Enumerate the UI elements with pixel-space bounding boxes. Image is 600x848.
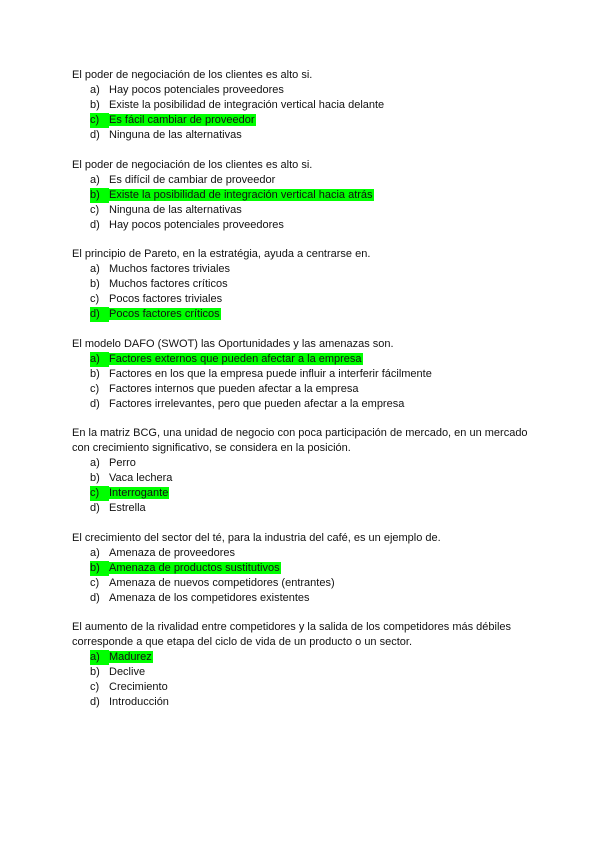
answer-option — [72, 277, 532, 292]
quiz-question-6 — [72, 531, 532, 606]
quiz-question-4 — [72, 337, 532, 412]
quiz-question-7 — [72, 620, 532, 710]
option-letter: a) — [90, 650, 109, 665]
answer-option-correct — [72, 486, 532, 501]
option-letter: b) — [90, 367, 100, 380]
answer-option-correct — [72, 352, 532, 367]
answer-option — [72, 695, 532, 710]
answer-option — [72, 397, 532, 412]
option-text: Muchos factores críticos — [109, 278, 228, 290]
option-text: Es fácil cambiar de proveedor — [109, 114, 255, 126]
option-letter: b) — [90, 278, 100, 290]
answer-option — [72, 591, 532, 606]
question-text: El modelo DAFO (SWOT) las Oportunidades y las amenazas son. — [72, 337, 394, 350]
option-text: Interrogante — [109, 487, 169, 499]
answer-option — [72, 292, 532, 307]
answer-option — [72, 382, 532, 397]
option-text: Declive — [109, 666, 146, 678]
option-letter: d) — [90, 129, 100, 141]
option-text: Amenaza de proveedores — [109, 546, 235, 559]
answer-option-correct — [72, 113, 532, 128]
option-text: Madurez — [109, 651, 152, 663]
option-text: Existe la posibilidad de integración vertical hacia atrás — [109, 188, 373, 201]
answer-options — [72, 546, 532, 606]
option-letter: b) — [90, 666, 100, 678]
option-letter: b) — [90, 188, 109, 203]
option-text: Introducción — [109, 696, 169, 708]
option-letter: a) — [90, 173, 100, 186]
question-text: En la matriz BCG, una unidad de negocio con poca participación de mercado, en un mercado con crecimiento significativo, se considera en la posición. — [72, 427, 528, 454]
question-text: El poder de negociación de los clientes es alto si. — [72, 69, 313, 81]
option-letter: d) — [90, 397, 100, 410]
option-text: Amenaza de productos sustitutivos — [109, 561, 280, 574]
option-text: Crecimiento — [109, 681, 168, 693]
answer-option-correct — [72, 307, 532, 322]
option-letter: c) — [90, 382, 100, 395]
option-text: Factores irrelevantes, pero que pueden afectar a la empresa — [109, 397, 405, 410]
option-letter: c) — [90, 293, 100, 305]
option-letter: d) — [90, 307, 109, 322]
option-text: Pocos factores triviales — [109, 293, 223, 305]
option-letter: a) — [90, 84, 100, 96]
answer-option — [72, 456, 532, 471]
option-letter: b) — [90, 561, 109, 576]
option-text: Factores externos que pueden afectar a la empresa — [109, 352, 362, 365]
option-text: Hay pocos potenciales proveedores — [109, 218, 284, 231]
option-letter: a) — [90, 352, 109, 367]
quiz-question-5 — [72, 426, 532, 516]
option-letter: c) — [90, 681, 100, 693]
answer-options — [72, 173, 532, 233]
question-text: El principio de Pareto, en la estratégia, ayuda a centrarse en. — [72, 248, 371, 260]
option-letter: c) — [90, 576, 100, 589]
answer-option — [72, 128, 532, 143]
option-letter: d) — [90, 502, 100, 514]
answer-option — [72, 367, 532, 382]
option-text: Vaca lechera — [109, 472, 173, 484]
option-text: Factores en los que la empresa puede influir a interferir fácilmente — [109, 367, 432, 380]
answer-option — [72, 203, 532, 218]
quiz-question-2 — [72, 158, 532, 233]
option-text: Amenaza de nuevos competidores (entrantes) — [109, 576, 335, 589]
option-letter: a) — [90, 263, 100, 275]
answer-option-correct — [72, 188, 532, 203]
question-text: El crecimiento del sector del té, para la industria del café, es un ejemplo de. — [72, 531, 441, 544]
answer-option — [72, 173, 532, 188]
option-text: Existe la posibilidad de integración vertical hacia delante — [109, 99, 385, 111]
document-page — [72, 68, 532, 725]
quiz-question-3 — [72, 247, 532, 322]
answer-option-correct — [72, 650, 532, 665]
answer-option — [72, 471, 532, 486]
option-letter: c) — [90, 486, 109, 501]
answer-option-correct — [72, 561, 532, 576]
answer-option — [72, 576, 532, 591]
answer-option — [72, 665, 532, 680]
option-text: Hay pocos potenciales proveedores — [109, 84, 284, 96]
option-letter: d) — [90, 591, 100, 604]
option-letter: c) — [90, 203, 100, 216]
question-text: El aumento de la rivalidad entre competidores y la salida de los competidores más débiles corresponde a que etapa del ciclo de vida de un producto o un sector. — [72, 621, 512, 648]
option-text: Ninguna de las alternativas — [109, 203, 242, 216]
option-letter: a) — [90, 546, 100, 559]
answer-option — [72, 546, 532, 561]
answer-options — [72, 456, 532, 516]
option-letter: b) — [90, 99, 100, 111]
option-text: Perro — [109, 457, 136, 469]
quiz-question-1 — [72, 68, 532, 143]
answer-options — [72, 83, 532, 143]
option-text: Muchos factores triviales — [109, 263, 231, 275]
option-text: Amenaza de los competidores existentes — [109, 591, 310, 604]
option-text: Ninguna de las alternativas — [109, 129, 242, 141]
option-text: Factores internos que pueden afectar a la empresa — [109, 382, 359, 395]
option-text: Es difícil de cambiar de proveedor — [109, 173, 276, 186]
answer-option — [72, 83, 532, 98]
answer-option — [72, 680, 532, 695]
answer-options — [72, 650, 532, 710]
answer-options — [72, 352, 532, 412]
option-letter: d) — [90, 696, 100, 708]
option-letter: a) — [90, 457, 100, 469]
answer-option — [72, 262, 532, 277]
question-text: El poder de negociación de los clientes es alto si. — [72, 158, 313, 171]
answer-option — [72, 98, 532, 113]
option-letter: b) — [90, 472, 100, 484]
answer-options — [72, 262, 532, 322]
option-text: Pocos factores críticos — [109, 308, 220, 320]
option-text: Estrella — [109, 502, 146, 514]
option-letter: d) — [90, 218, 100, 231]
answer-option — [72, 501, 532, 516]
answer-option — [72, 218, 532, 233]
option-letter: c) — [90, 113, 109, 128]
